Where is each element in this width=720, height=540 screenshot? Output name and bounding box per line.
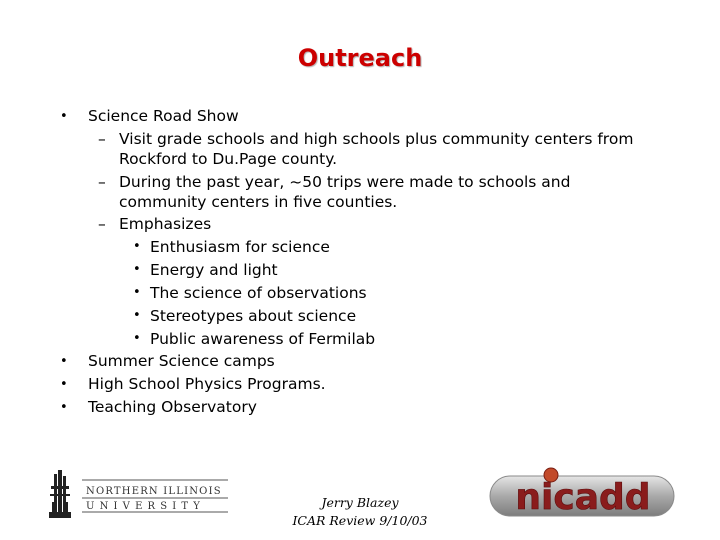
list-item: High School Physics Programs.: [88, 375, 326, 393]
niu-logo-graphic: [48, 468, 230, 522]
sub-list-item: Emphasizes: [119, 215, 212, 233]
sub-sub-list-item: The science of observations: [150, 284, 367, 302]
niu-logo-line1: NORTHERN ILLINOIS: [86, 486, 222, 497]
bullet-icon: •: [133, 308, 141, 323]
niu-logo: [48, 468, 230, 526]
dash-icon: –: [98, 215, 106, 233]
sub-list-item: During the past year, ~50 trips were made to schools and: [119, 173, 571, 191]
nicadd-logo: [488, 466, 678, 526]
bullet-icon: •: [60, 377, 68, 392]
footer-event: ICAR Review 9/10/03: [292, 513, 428, 528]
bullet-icon: •: [133, 285, 141, 300]
list-item: Science Road Show: [88, 107, 239, 125]
bullet-icon: •: [60, 109, 68, 124]
slide-title: Outreach: [297, 44, 423, 72]
sub-sub-list-item: Energy and light: [150, 261, 278, 279]
bullet-icon: •: [133, 239, 141, 254]
bullet-icon: •: [133, 262, 141, 277]
list-item: Teaching Observatory: [88, 398, 257, 416]
footer-author: Jerry Blazey: [321, 495, 399, 510]
nicadd-logo-graphic: [488, 466, 678, 522]
list-item: Summer Science camps: [88, 352, 275, 370]
nicadd-logo-text: nicadd: [515, 477, 651, 518]
niu-logo-line2: U N I V E R S I T Y: [86, 501, 201, 512]
dash-icon: –: [98, 130, 106, 148]
bullet-icon: •: [60, 400, 68, 415]
dash-icon: –: [98, 173, 106, 191]
sub-list-item: Visit grade schools and high schools plus community centers from: [119, 130, 634, 148]
sub-sub-list-item: Public awareness of Fermilab: [150, 330, 376, 348]
bullet-icon: •: [133, 331, 141, 346]
sub-list-item-continuation: community centers in five counties.: [119, 193, 398, 211]
sub-list-item-continuation: Rockford to Du.Page county.: [119, 150, 338, 168]
slide-footer: [290, 494, 430, 530]
sub-sub-list-item: Stereotypes about science: [150, 307, 357, 325]
sub-sub-list-item: Enthusiasm for science: [150, 238, 330, 256]
bullet-icon: •: [60, 354, 68, 369]
